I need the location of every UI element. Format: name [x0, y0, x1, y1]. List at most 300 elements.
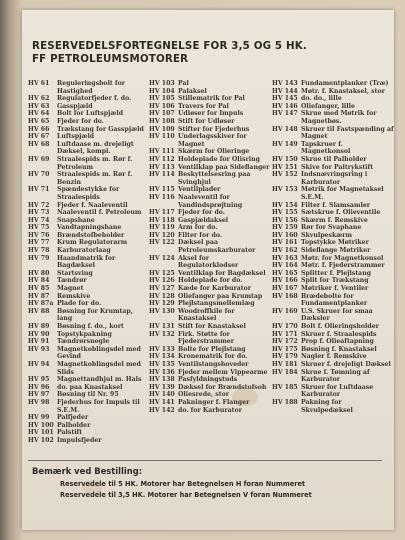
- part-entry: [28, 391, 150, 399]
- part-code: HV 66: [28, 125, 50, 133]
- part-entry: [149, 95, 271, 103]
- part-entry: [272, 384, 394, 399]
- part-description: Stifter for Fjederhus: [178, 125, 250, 133]
- part-entry: [28, 323, 150, 331]
- part-code: HV 80: [28, 269, 50, 277]
- part-entry: [28, 414, 150, 422]
- part-entry: [28, 224, 150, 232]
- part-entry: [149, 103, 271, 111]
- part-description: Ventilklap for Bagdæksel: [178, 269, 266, 277]
- part-entry: [272, 95, 394, 103]
- part-description: Skrue med Møtrik for Magnetbøs.: [301, 110, 377, 125]
- part-entry: [149, 194, 271, 209]
- part-code: HV 99: [28, 414, 50, 422]
- part-entry: [272, 308, 394, 323]
- part-code: HV 188: [272, 398, 298, 406]
- part-description: Bolt for Luftspjæld: [57, 110, 124, 118]
- part-description: Karburatorlaag: [57, 247, 111, 255]
- part-description: Straalespids m. Rør f. Petroleum: [57, 155, 133, 171]
- part-description: Pal: [178, 80, 189, 87]
- part-description: Ventilklap paa Sideflanger: [178, 163, 270, 171]
- part-code: HV 72: [28, 201, 50, 209]
- part-entry: [149, 300, 271, 308]
- part-description: Møtriker f. Ventiler: [301, 285, 369, 293]
- part-code: HV 117: [149, 209, 175, 217]
- part-entry: [272, 247, 394, 255]
- part-code: HV 90: [28, 330, 50, 338]
- part-code: HV 135: [149, 360, 175, 368]
- part-description: Pakninger f. Flanger: [178, 398, 250, 406]
- order-note-line-35hk: Reservedele til 3,5 HK. Motorer har Betegnelsen V foran Nummeret: [60, 491, 312, 499]
- part-entry: [149, 164, 271, 172]
- part-description: Startsving: [57, 269, 93, 277]
- part-code: HV 145: [272, 95, 298, 103]
- part-entry: [272, 255, 394, 263]
- part-entry: [28, 232, 150, 240]
- part-description: Kronematrik for do.: [178, 353, 248, 361]
- part-description: Gaspjældaksel: [178, 216, 229, 224]
- part-code: HV 171: [272, 330, 298, 338]
- part-code: HV 85: [28, 285, 50, 293]
- part-entry: [149, 156, 271, 164]
- part-description: Skrue til Palholder: [301, 155, 367, 163]
- part-description: Luftspjæld: [57, 133, 95, 141]
- part-description: Palfjeder: [57, 414, 89, 422]
- part-description: do. for Karburator: [178, 406, 242, 414]
- part-code: HV 167: [272, 285, 298, 293]
- part-entry: [149, 323, 271, 331]
- part-code: HV 133: [149, 345, 175, 353]
- part-entry: [28, 346, 150, 361]
- part-code: HV 122: [149, 239, 175, 247]
- part-description: Oliesrede, stor: [178, 391, 230, 399]
- part-entry: [149, 361, 271, 369]
- part-code: HV 104: [149, 87, 175, 95]
- part-code: HV 115: [149, 186, 175, 194]
- part-entry: [28, 110, 150, 118]
- part-entry: [149, 255, 271, 270]
- part-description: Bolte for Plejlstang: [178, 345, 246, 353]
- part-entry: [272, 110, 394, 125]
- part-entry: [28, 247, 150, 255]
- part-code: HV 107: [149, 110, 175, 118]
- part-entry: [272, 277, 394, 285]
- part-entry: [28, 384, 150, 392]
- part-entry: [149, 118, 271, 126]
- part-entry: [272, 353, 394, 361]
- parts-column-1: [28, 80, 150, 445]
- part-code: HV 140: [149, 391, 175, 399]
- part-description: Dæksel for Brændstofsoh: [178, 383, 267, 391]
- part-description: Gasspjæld: [57, 102, 93, 110]
- part-description: Reguleringsbolt for Hastighed: [57, 80, 125, 95]
- part-description: Magnetkoblingsdel med Slids: [57, 360, 141, 376]
- part-code: HV 94: [28, 360, 50, 368]
- part-code: HV 169: [272, 307, 298, 315]
- part-entry: [272, 103, 394, 111]
- part-code: HV 102: [28, 436, 54, 444]
- part-code: HV 130: [149, 307, 175, 315]
- part-entry: [272, 171, 394, 186]
- part-entry: [149, 88, 271, 96]
- part-entry: [149, 80, 271, 88]
- part-code: HV 151: [272, 163, 298, 171]
- part-description: Skruer f. drejeligt Dæksel: [301, 360, 391, 368]
- part-description: Woodroffkile for Knastaksel: [178, 307, 235, 323]
- part-entry: [28, 255, 150, 270]
- part-description: Møtrik for Magnetaksel S.E.M.: [301, 186, 384, 201]
- part-description: Bolt f. Olieringsholder: [301, 323, 379, 330]
- part-code: HV 160: [272, 231, 298, 239]
- part-code: HV 181: [272, 360, 298, 368]
- part-description: Skvulpeskærm: [301, 231, 353, 239]
- part-code: HV 77: [28, 239, 50, 247]
- part-entry: [272, 217, 394, 225]
- binding-edge: [0, 0, 22, 540]
- part-entry: [272, 293, 394, 308]
- part-entry: [28, 171, 150, 186]
- part-code: HV 128: [149, 292, 175, 300]
- part-description: Udløser for Impuls: [178, 110, 244, 118]
- part-entry: [149, 217, 271, 225]
- part-description: Spændestykke for Straalespids: [57, 186, 120, 201]
- part-description: Oliefanger paa Krumtap: [178, 292, 263, 300]
- part-description: Snapshane: [57, 216, 95, 224]
- part-entry: [272, 224, 394, 232]
- part-code: HV 143: [272, 80, 298, 87]
- part-code: HV 65: [28, 117, 50, 125]
- part-description: Magnet: [57, 285, 84, 293]
- part-code: HV 109: [149, 125, 175, 133]
- part-code: HV 129: [149, 300, 175, 308]
- part-code: HV 148: [272, 125, 298, 133]
- part-description: Skærm for Olieringe: [178, 148, 250, 156]
- part-code: HV 98: [28, 398, 50, 406]
- part-entry: [28, 95, 150, 103]
- part-code: HV 144: [272, 87, 298, 95]
- part-code: HV 74: [28, 216, 50, 224]
- part-entry: [28, 270, 150, 278]
- part-code: HV 106: [149, 102, 175, 110]
- part-entry: [28, 202, 150, 210]
- part-description: Krum Regulatorarm: [57, 239, 128, 247]
- part-entry: [28, 422, 150, 430]
- part-description: Straalespids m. Rør f. Benzin: [57, 171, 133, 186]
- part-description: Magnettandhjul m. Hals: [57, 376, 142, 384]
- part-code: HV 93: [28, 345, 50, 353]
- part-entry: [272, 88, 394, 96]
- part-entry: [149, 285, 271, 293]
- part-code: HV 179: [272, 353, 298, 361]
- part-entry: [149, 384, 271, 392]
- part-code: HV 161: [272, 239, 298, 247]
- part-entry: [272, 202, 394, 210]
- part-entry: [149, 331, 271, 346]
- part-code: HV 91: [28, 338, 50, 346]
- part-entry: [149, 369, 271, 377]
- part-code: HV 76: [28, 231, 50, 239]
- part-description: Pakning for Skvulpedæksel: [301, 398, 353, 414]
- part-description: Bøsning til Nr. 95: [57, 391, 119, 399]
- part-entry: [149, 277, 271, 285]
- part-description: Firk. Støtte for Fjederstrammer: [178, 330, 234, 346]
- part-entry: [149, 209, 271, 217]
- part-description: Travers for Pal: [178, 102, 229, 110]
- part-code: HV 164: [272, 262, 298, 270]
- part-entry: [28, 186, 150, 201]
- divider: [28, 460, 382, 461]
- part-description: Møtr. f. Knastaksel, stor: [301, 87, 385, 95]
- part-entry: [272, 164, 394, 172]
- part-entry: [272, 270, 394, 278]
- part-code: HV 110: [149, 133, 175, 141]
- part-entry: [28, 338, 150, 346]
- part-code: HV 105: [149, 95, 175, 103]
- part-entry: [28, 103, 150, 111]
- part-description: Prop f. Olieaftapning: [301, 338, 374, 346]
- part-entry: [149, 353, 271, 361]
- part-code: HV 88: [28, 307, 50, 315]
- part-code: HV 125: [149, 269, 175, 277]
- parts-column-3: [272, 80, 394, 414]
- part-entry: [28, 361, 150, 376]
- part-code: HV 108: [149, 117, 175, 125]
- part-entry: [149, 232, 271, 240]
- part-description: Palstift: [57, 429, 83, 437]
- part-code: HV 168: [272, 292, 298, 300]
- part-entry: [149, 376, 271, 384]
- part-entry: [272, 239, 394, 247]
- part-entry: [28, 209, 150, 217]
- part-code: HV 101: [28, 429, 54, 437]
- part-entry: [272, 361, 394, 369]
- part-entry: [272, 399, 394, 414]
- part-entry: [149, 270, 271, 278]
- part-entry: [149, 346, 271, 354]
- part-code: HV 147: [272, 110, 298, 118]
- part-entry: [28, 156, 150, 171]
- part-code: HV 87a: [28, 300, 54, 308]
- part-entry: [28, 300, 150, 308]
- part-code: HV 84: [28, 277, 50, 285]
- part-code: HV 142: [149, 406, 175, 414]
- part-entry: [272, 323, 394, 331]
- part-code: HV 89: [28, 323, 50, 330]
- part-description: Split for Trækstang: [301, 277, 369, 285]
- part-code: HV 119: [149, 224, 175, 232]
- part-code: HV 87: [28, 292, 50, 300]
- part-code: HV 61: [28, 80, 50, 87]
- part-code: HV 163: [272, 254, 298, 262]
- part-code: HV 184: [272, 368, 298, 376]
- part-entry: [149, 126, 271, 134]
- part-entry: [28, 285, 150, 293]
- part-code: HV 68: [28, 140, 50, 148]
- part-description: Holdeplade for Olisring: [178, 155, 260, 163]
- part-description: Brædebolte for Fundamentplanker: [301, 292, 368, 308]
- part-code: HV 156: [272, 216, 298, 224]
- part-description: Plejlstangsmellemlæg: [178, 300, 255, 308]
- part-description: Fjeder f. Naaleventil: [57, 201, 128, 209]
- part-description: Aksel for Regulatorklodser: [178, 254, 239, 270]
- part-description: Skrue f. Tømning af Karburator: [301, 368, 370, 384]
- part-entry: [272, 209, 394, 217]
- part-description: Nagler f. Remskive: [301, 353, 367, 361]
- part-entry: [272, 186, 394, 201]
- part-description: Fjeder for do.: [178, 209, 225, 217]
- part-entry: [28, 141, 150, 156]
- part-entry: [28, 437, 150, 445]
- part-entry: [28, 399, 150, 414]
- part-description: Filter for do.: [178, 231, 223, 239]
- part-entry: [149, 239, 271, 254]
- order-note-line-5hk: Reservedele til 5 HK. Motorer har Betegnelsen H foran Nummeret: [60, 480, 306, 488]
- part-entry: [272, 80, 394, 88]
- part-description: Fjeder mellem Vippearme: [178, 368, 268, 376]
- part-code: HV 149: [272, 140, 298, 148]
- part-code: HV 139: [149, 383, 175, 391]
- part-description: Stift for Knastaksel: [178, 323, 246, 330]
- parts-column-2: [149, 80, 271, 414]
- part-code: HV 64: [28, 110, 50, 118]
- part-description: U.S. Skruer for smaa Dæksler: [301, 307, 373, 323]
- part-code: HV 75: [28, 224, 50, 232]
- part-description: Stift for Udløser: [178, 117, 235, 125]
- part-description: Holdeplade for do.: [178, 277, 243, 285]
- part-description: Topstykke Møtriker: [301, 239, 369, 247]
- part-description: Ventilstangshoveder: [178, 360, 249, 368]
- part-description: Skruer til Fastspænding af Magnet: [301, 125, 394, 141]
- part-description: Stillematrik for Pal: [178, 95, 245, 103]
- part-entry: [272, 346, 394, 354]
- part-code: HV 113: [149, 163, 175, 171]
- part-entry: [272, 338, 394, 346]
- part-code: HV 103: [149, 80, 175, 87]
- part-description: Fjederhus for Impuls til S.E.M.: [57, 398, 140, 414]
- part-description: Brændstofbeholder: [57, 231, 125, 239]
- part-description: Bøsning for Krumtap, lang: [57, 307, 133, 323]
- part-entry: [149, 399, 271, 407]
- part-description: Skruer for Luftdaase Karburator: [301, 383, 374, 399]
- part-description: Haandmatrik for Bagdæksel: [57, 254, 116, 270]
- part-code: HV 146: [272, 102, 298, 110]
- part-description: Rør for Svaphane: [301, 224, 362, 232]
- part-description: Trækstang for Gasspjæld: [57, 125, 144, 133]
- part-description: Oliefanger, lille: [301, 102, 355, 110]
- part-description: Plade for do.: [57, 300, 102, 308]
- part-code: HV 95: [28, 376, 50, 384]
- part-description: Regulatorfjeder f. do.: [57, 95, 132, 103]
- part-description: Ventilplader: [178, 186, 221, 194]
- part-code: HV 141: [149, 398, 175, 406]
- part-code: HV 165: [272, 269, 298, 277]
- catalog-page: [22, 10, 394, 530]
- part-description: Fjeder for do.: [57, 117, 104, 125]
- part-entry: [28, 277, 150, 285]
- part-description: Tændrør: [57, 277, 87, 285]
- part-code: HV 136: [149, 368, 175, 376]
- part-code: HV 73: [28, 209, 50, 217]
- part-entry: [149, 407, 271, 415]
- part-description: Remskive: [57, 292, 91, 300]
- part-code: HV 112: [149, 155, 175, 163]
- part-description: Naaleventil for Vandindsprøjtning: [178, 193, 243, 209]
- part-description: Topstykpakning: [57, 330, 112, 338]
- part-entry: [28, 133, 150, 141]
- part-code: HV 70: [28, 171, 50, 179]
- part-code: HV 138: [149, 376, 175, 384]
- part-entry: [272, 232, 394, 240]
- part-entry: [28, 118, 150, 126]
- part-code: HV 78: [28, 247, 50, 255]
- part-code: HV 155: [272, 209, 298, 217]
- part-description: Pasfyldningstuds: [178, 376, 238, 384]
- part-code: HV 62: [28, 95, 50, 103]
- part-description: Arm for do.: [178, 224, 218, 232]
- part-code: HV 154: [272, 201, 298, 209]
- part-entry: [272, 331, 394, 339]
- part-description: Skive for Paltrykstift: [301, 163, 374, 171]
- part-description: Bøsning f. Knastaksel: [301, 345, 377, 353]
- part-code: HV 67: [28, 133, 50, 141]
- part-code: HV 118: [149, 216, 175, 224]
- part-code: HV 150: [272, 155, 298, 163]
- part-code: HV 97: [28, 391, 50, 399]
- part-code: HV 69: [28, 155, 50, 163]
- part-code: HV 170: [272, 323, 298, 330]
- part-description: Bøsning f. do., kort: [57, 323, 124, 330]
- part-entry: [149, 293, 271, 301]
- part-code: HV 134: [149, 353, 175, 361]
- part-entry: [28, 293, 150, 301]
- part-code: HV 71: [28, 186, 50, 194]
- part-description: Naaleventil f. Petroleum: [57, 209, 142, 217]
- part-entry: [272, 369, 394, 384]
- part-code: HV 152: [272, 171, 298, 179]
- part-description: Sætskrue f. Olieventile: [301, 209, 381, 217]
- part-description: Møtr. f. Fjederstrammer: [301, 262, 385, 270]
- part-entry: [272, 141, 394, 156]
- part-description: Palaksel: [178, 87, 207, 95]
- part-description: Indsnævringsring i Karburator: [301, 171, 368, 186]
- part-entry: [272, 126, 394, 141]
- part-entry: [28, 80, 150, 95]
- part-entry: [272, 285, 394, 293]
- part-description: Magnetkoblingsdel med Gevind: [57, 345, 141, 361]
- part-code: HV 185: [272, 383, 298, 391]
- part-description: Dæksel paa Petroleumskarburator: [178, 239, 256, 255]
- part-entry: [149, 224, 271, 232]
- part-entry: [149, 148, 271, 156]
- part-code: HV 116: [149, 193, 175, 201]
- part-code: HV 159: [272, 224, 298, 232]
- part-entry: [28, 217, 150, 225]
- page-subtitle: FF PETROLEUMSMOTORER: [32, 53, 189, 65]
- part-description: Møtr. for Magnetkonsol: [301, 254, 384, 262]
- part-code: HV 131: [149, 323, 175, 330]
- part-description: Underlagsskiver for Magnet: [178, 133, 247, 148]
- part-entry: [28, 126, 150, 134]
- part-entry: [149, 186, 271, 194]
- part-code: HV 127: [149, 285, 175, 293]
- part-code: HV 100: [28, 421, 54, 429]
- part-entry: [28, 239, 150, 247]
- part-code: HV 63: [28, 102, 50, 110]
- part-entry: [149, 308, 271, 323]
- part-code: HV 96: [28, 383, 50, 391]
- part-entry: [272, 156, 394, 164]
- part-description: Tapskruer f. Magnetkonsol: [301, 140, 351, 156]
